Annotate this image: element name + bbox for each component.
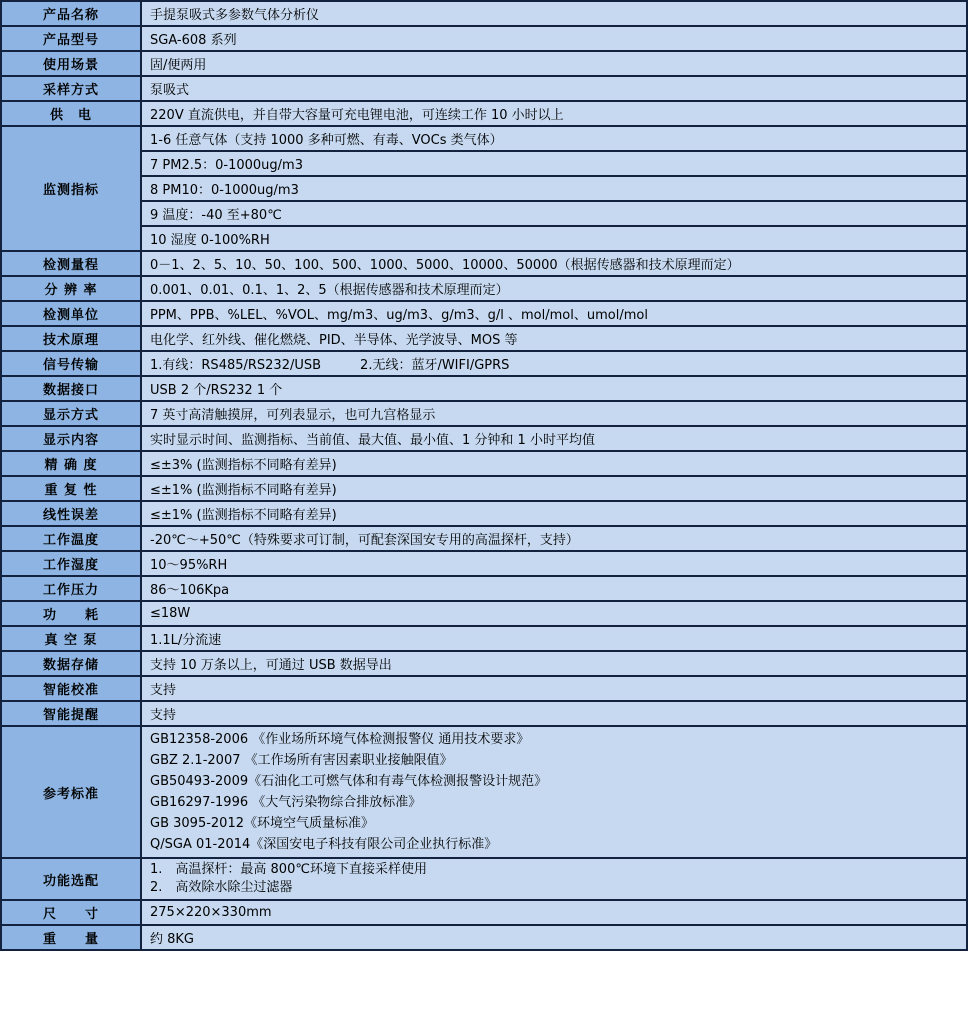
spec-value-line: 1. 高温探杆：最高 800℃环境下直接采样使用 — [150, 862, 427, 877]
table-row — [1, 301, 967, 326]
table-row — [1, 451, 967, 476]
spec-row-label: 参考标准 — [1, 726, 141, 858]
spec-value-line: Q/SGA 01-2014《深国安电子科技有限公司企业执行标准》 — [150, 837, 498, 852]
spec-row-label: 功能选配 — [1, 858, 141, 900]
spec-row-value: 泵吸式 — [141, 76, 967, 101]
spec-row-value: 86～106Kpa — [141, 576, 967, 601]
spec-row-label: 使用场景 — [1, 51, 141, 76]
spec-row-value: 0－1、2、5、10、50、100、500、1000、5000、10000、50000（根据传感器和技术原理而定） — [141, 251, 967, 276]
spec-row-value: USB 2 个/RS232 1 个 — [141, 376, 967, 401]
table-row — [1, 925, 967, 950]
table-row — [1, 601, 967, 626]
table-row — [1, 101, 967, 126]
table-row — [1, 726, 967, 858]
table-row — [1, 858, 967, 900]
spec-value-line: GB 3095-2012《环境空气质量标准》 — [150, 816, 374, 831]
table-row — [1, 51, 967, 76]
spec-row-value — [141, 858, 967, 900]
spec-row-label: 智能校准 — [1, 676, 141, 701]
spec-row-value: 275×220×330mm — [141, 900, 967, 925]
table-row — [1, 551, 967, 576]
spec-row-value: 电化学、红外线、催化燃烧、PID、半导体、光学波导、MOS 等 — [141, 326, 967, 351]
spec-row-label: 智能提醒 — [1, 701, 141, 726]
table-row — [1, 651, 967, 676]
spec-value-line: GB16297-1996 《大气污染物综合排放标准》 — [150, 795, 422, 810]
table-row — [1, 900, 967, 925]
spec-row-value: 1-6 任意气体（支持 1000 多种可燃、有毒、VOCs 类气体） — [141, 126, 967, 151]
spec-row-label: 真 空 泵 — [1, 626, 141, 651]
spec-row-value: 1.有线：RS485/RS232/USB 2.无线：蓝牙/WIFI/GPRS — [141, 351, 967, 376]
spec-row-value: 1.1L/分流速 — [141, 626, 967, 651]
spec-row-value: ≤±1% (监测指标不同略有差异) — [141, 476, 967, 501]
spec-row-label: 监测指标 — [1, 126, 141, 251]
spec-row-value: 支持 10 万条以上，可通过 USB 数据导出 — [141, 651, 967, 676]
spec-row-value: SGA-608 系列 — [141, 26, 967, 51]
spec-row-value: 10 湿度 0-100%RH — [141, 226, 967, 251]
spec-row-label: 分 辨 率 — [1, 276, 141, 301]
spec-row-label: 线性误差 — [1, 501, 141, 526]
spec-row-value: ≤±3% (监测指标不同略有差异) — [141, 451, 967, 476]
table-row — [1, 526, 967, 551]
spec-row-value: ≤±1% (监测指标不同略有差异) — [141, 501, 967, 526]
table-row — [1, 126, 967, 151]
table-row — [1, 426, 967, 451]
spec-row-value: 0.001、0.01、0.1、1、2、5（根据传感器和技术原理而定） — [141, 276, 967, 301]
spec-row-label: 检测量程 — [1, 251, 141, 276]
table-row — [1, 476, 967, 501]
table-row — [1, 576, 967, 601]
table-row — [1, 176, 967, 201]
spec-row-label: 重 复 性 — [1, 476, 141, 501]
spec-row-value: 实时显示时间、监测指标、当前值、最大值、最小值、1 分钟和 1 小时平均值 — [141, 426, 967, 451]
spec-value-line: 2. 高效除水除尘过滤器 — [150, 880, 293, 895]
table-row — [1, 376, 967, 401]
table-row — [1, 76, 967, 101]
table-row — [1, 226, 967, 251]
table-row — [1, 151, 967, 176]
table-row — [1, 676, 967, 701]
spec-row-label: 精 确 度 — [1, 451, 141, 476]
spec-row-value: 支持 — [141, 676, 967, 701]
spec-value-line: GB50493-2009《石油化工可燃气体和有毒气体检测报警设计规范》 — [150, 774, 548, 789]
table-row — [1, 351, 967, 376]
spec-row-value: 10～95%RH — [141, 551, 967, 576]
spec-row-label: 数据接口 — [1, 376, 141, 401]
spec-row-label: 功 耗 — [1, 601, 141, 626]
spec-row-value: 约 8KG — [141, 925, 967, 950]
spec-value-line: GBZ 2.1-2007 《工作场所有害因素职业接触限值》 — [150, 753, 453, 768]
spec-row-value: ≤18W — [141, 601, 967, 626]
spec-value-line: GB12358-2006 《作业场所环境气体检测报警仪 通用技术要求》 — [150, 732, 530, 747]
spec-row-value: 220V 直流供电，并自带大容量可充电锂电池，可连续工作 10 小时以上 — [141, 101, 967, 126]
spec-row-value: 9 温度：-40 至+80℃ — [141, 201, 967, 226]
spec-row-value: 手提泵吸式多参数气体分析仪 — [141, 1, 967, 26]
spec-row-label: 数据存储 — [1, 651, 141, 676]
spec-row-value: 7 英寸高清触摸屏，可列表显示，也可九宫格显示 — [141, 401, 967, 426]
spec-row-value: 8 PM10：0-1000ug/m3 — [141, 176, 967, 201]
spec-row-label: 工作压力 — [1, 576, 141, 601]
table-row — [1, 276, 967, 301]
table-row — [1, 501, 967, 526]
spec-row-label: 检测单位 — [1, 301, 141, 326]
spec-row-value: PPM、PPB、%LEL、%VOL、mg/m3、ug/m3、g/m3、g/l 、mol/mol、umol/mol — [141, 301, 967, 326]
table-row — [1, 701, 967, 726]
spec-row-label: 产品型号 — [1, 26, 141, 51]
spec-row-label: 重 量 — [1, 925, 141, 950]
table-row — [1, 401, 967, 426]
spec-row-label: 产品名称 — [1, 1, 141, 26]
spec-row-label: 显示内容 — [1, 426, 141, 451]
table-row — [1, 201, 967, 226]
table-row — [1, 26, 967, 51]
spec-table-body — [1, 1, 967, 950]
spec-row-value: -20℃～+50℃（特殊要求可订制，可配套深国安专用的高温探杆，支持） — [141, 526, 967, 551]
spec-row-value: 支持 — [141, 701, 967, 726]
spec-row-value: 固/便两用 — [141, 51, 967, 76]
spec-row-label: 显示方式 — [1, 401, 141, 426]
table-row — [1, 326, 967, 351]
spec-row-value: 7 PM2.5：0-1000ug/m3 — [141, 151, 967, 176]
spec-row-label: 信号传输 — [1, 351, 141, 376]
spec-row-label: 供 电 — [1, 101, 141, 126]
spec-row-label: 工作湿度 — [1, 551, 141, 576]
spec-row-label: 技术原理 — [1, 326, 141, 351]
table-row — [1, 251, 967, 276]
spec-row-value — [141, 726, 967, 858]
table-row — [1, 1, 967, 26]
spec-row-label: 尺 寸 — [1, 900, 141, 925]
spec-row-label: 采样方式 — [1, 76, 141, 101]
table-row — [1, 626, 967, 651]
spec-row-label: 工作温度 — [1, 526, 141, 551]
